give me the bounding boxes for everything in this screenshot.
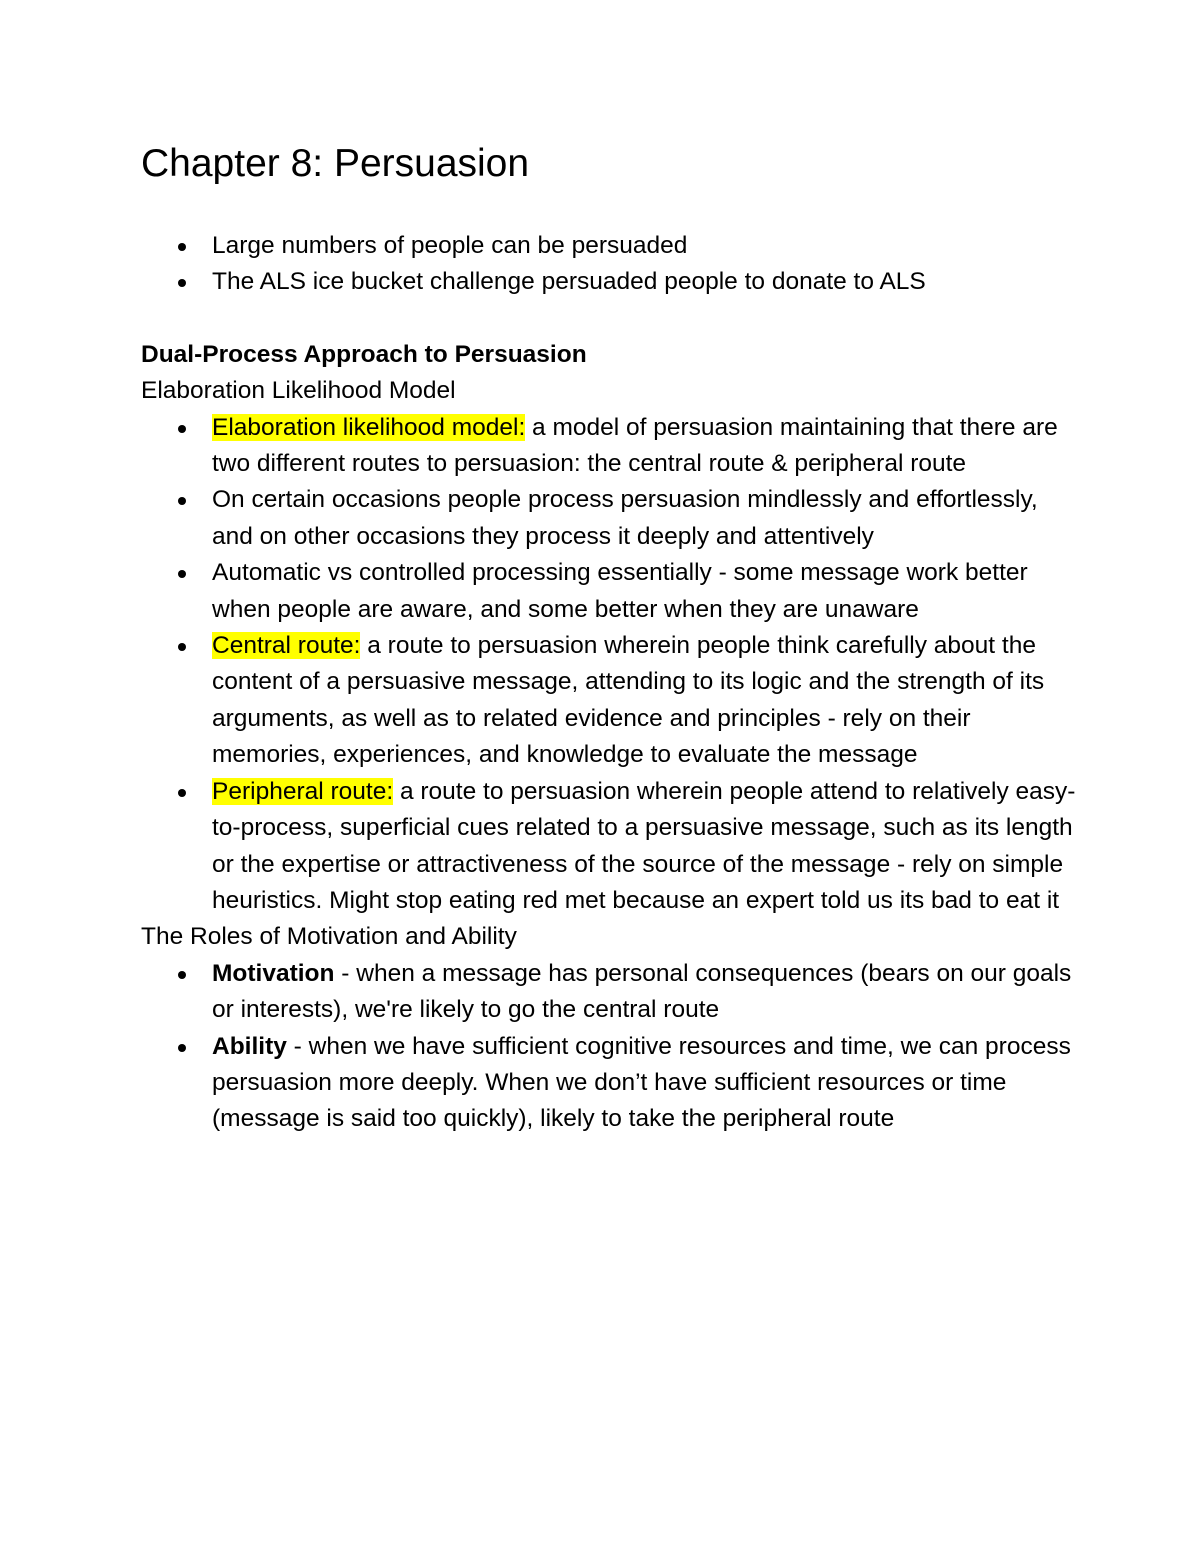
- list-item-text: Large numbers of people can be persuaded: [212, 232, 688, 259]
- highlighted-term: Central route:: [212, 632, 361, 660]
- list-item: [141, 228, 1081, 264]
- list-item: [141, 264, 1081, 300]
- document-body: [141, 228, 1081, 1138]
- list-item: [141, 1029, 1081, 1138]
- list-item: [141, 628, 1081, 774]
- spacer: [141, 301, 1081, 337]
- bullet-icon: [178, 1044, 186, 1052]
- list-item: [141, 555, 1081, 628]
- bullet-icon: [178, 789, 186, 797]
- highlighted-term: Peripheral route:: [212, 777, 394, 805]
- section-subheading: Elaboration Likelihood Model: [141, 377, 456, 405]
- list-item-text: The ALS ice bucket challenge persuaded people to donate to ALS: [212, 268, 926, 296]
- definition-text: - when we have sufficient cognitive resources and time, we can process persuasion more deeply. When we don’t have sufficient resources or time (message is said too quickly), likely to take the peripheral route: [212, 1032, 1071, 1133]
- highlighted-term: Elaboration likelihood model:: [212, 413, 526, 441]
- definition-text: a model of persuasion maintaining that there are two different routes to persuasion: the central route & peripheral route: [212, 413, 1058, 478]
- list-item-text: Automatic vs controlled processing essentially - some message work better when people are aware, and some better when they are unaware: [212, 559, 1028, 623]
- section-subheading: The Roles of Motivation and Ability: [141, 923, 517, 951]
- bullet-icon: [178, 243, 186, 251]
- bullet-icon: [178, 497, 186, 505]
- bold-term: Ability: [212, 1032, 287, 1060]
- definition-text: a route to persuasion wherein people attend to relatively easy-to-process, superficial cues related to a persuasive message, such as its length or the expertise or attractiveness of the source of the message - rely on simple heuristics. Might stop eating red met because an expert told us its bad to eat it: [212, 777, 1076, 914]
- bullet-icon: [178, 570, 186, 578]
- bullet-icon: [178, 279, 186, 287]
- motivation-ability-list: [141, 956, 1081, 1138]
- intro-list: [141, 228, 1081, 301]
- definition-text: - when a message has personal consequences (bears on our goals or interests), we're likely to go the central route: [212, 959, 1072, 1024]
- bold-term: Motivation: [212, 959, 335, 987]
- page-title: Chapter 8: Persuasion: [141, 142, 530, 185]
- bullet-icon: [178, 643, 186, 651]
- list-item: [141, 774, 1081, 920]
- list-item: [141, 410, 1081, 483]
- list-item-text: On certain occasions people process persuasion mindlessly and effortlessly, and on other occasions they process it deeply and attentively: [212, 486, 1038, 550]
- section-heading: Dual-Process Approach to Persuasion: [141, 340, 587, 368]
- bullet-icon: [178, 971, 186, 979]
- list-item: [141, 956, 1081, 1029]
- list-item: [141, 482, 1081, 555]
- definition-text: a route to persuasion wherein people think carefully about the content of a persuasive message, attending to its logic and the strength of its arguments, as well as to related evidence and principles - rely on their memories, experiences, and knowledge to evaluate the message: [212, 632, 1045, 769]
- elaboration-list: [141, 410, 1081, 920]
- bullet-icon: [178, 425, 186, 433]
